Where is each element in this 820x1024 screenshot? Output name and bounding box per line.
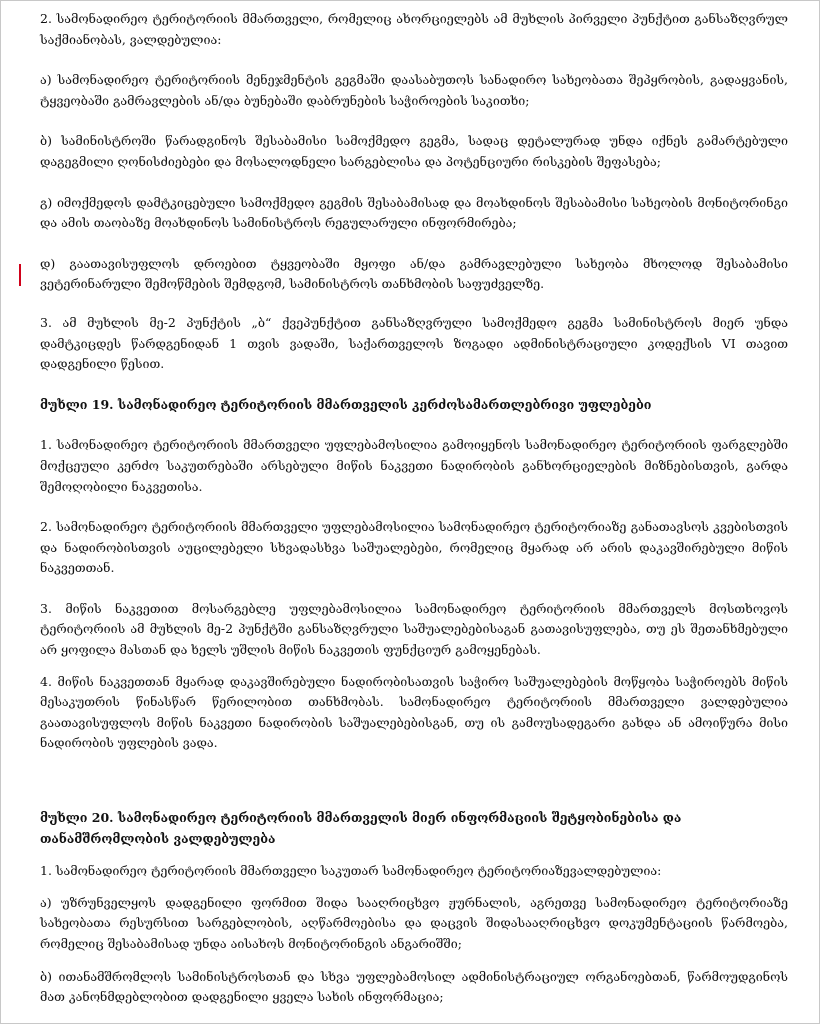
article-18-paragraph-2b: ბ) სამინისტროში წარადგინოს შესაბამისი სამოქმედო გეგმა, სადაც დეტალურად უნდა იქნეს გამარტებული დაგეგმილი ღონისძიებები და მოსალოდნელი სარგებლისა და პოტენციური რისკების შეფასება; (40, 133, 788, 169)
article-20-paragraph-1: 1. სამონადირეო ტერიტორიის მმართველი საკუთარ სამონადირეო ტერიტორიაზევალდებულია: (40, 863, 662, 879)
article-19-paragraph-2: 2. სამონადირეო ტერიტორიის მმართველი უფლებამოსილია სამონადირეო ტერიტორიაზე განათავსოს კვებისთვის და ნადირობისთვის აუცილებელი სხვადასხვა საშუალებები, რომელიც მყარად არ არის დაკავშირებული მიწის ნაკვეთთან. (40, 519, 788, 576)
article-18-paragraph-2: 2. სამონადირეო ტერიტორიის მმართველი, რომელიც ახორციელებს ამ მუხლის პირველი პუნქტით განსაზღვრულ საქმიანობას, ვალდებულია: (40, 11, 788, 47)
article-20-paragraph-1b: ბ) ითანამშრომლოს სამინისტროსთან და სხვა უფლებამოსილ ადმინისტრაციულ ორგანოებთან, წარმოუდგინოს მათ კანონმდებლობით დადგენილი ყველა სახის ინფორმაცია; (40, 968, 788, 1005)
article-18-paragraph-2a: ა) სამონადირეო ტერიტორიის მენეჯმენტის გეგმაში დაასაბუთოს სანადირო სახეობათა შეპყრობის, გადაყვანის, ტყვეობაში გამრავლების ან/და ბუნებაში დაბრუნების საჭიროების საკითხი; (40, 72, 788, 108)
article-19-heading: მუხლი 19. სამონადირეო ტერიტორიის მმართველის კერძოსამართლებრივი უფლებები (40, 396, 652, 412)
article-20-heading: მუხლი 20. სამონადირეო ტერიტორიის მმართველის მიერ ინფორმაციის შეტყობინებისა და თანამშრომლობის ვალდებულება (40, 810, 682, 846)
document-body (40, 9, 788, 1008)
article-18-paragraph-2d: დ) გაათავისუფლოს დროებით ტყვეობაში მყოფი ან/და გამრავლებული სახეობა მხოლოდ შესაბამისი ვეტერინარული შემოწმების შემდგომ, სამინისტროს თანხმობის საფუძველზე. (40, 255, 788, 292)
article-18-paragraph-2g: გ) იმოქმედოს დამტკიცებული სამოქმედო გეგმის შესაბამისად და მოახდინოს შესაბამისი სახეობის მონიტორინგი და ამის თაობაზე მოახდინოს სამინისტროს რეგულარული ინფორმირება; (40, 194, 788, 231)
article-18-paragraph-3: 3. ამ მუხლის მე-2 პუნქტის „ბ“ ქვეპუნქტით განსაზღვრული სამოქმედო გეგმა სამინისტროს მიერ უნდა დამტკიცდეს წარდგენიდან 1 თვის ვადაში, საქართველოს ზოგადი ადმინისტრაციული კოდექსის VI თავით დადგენილი წესით. (40, 314, 788, 372)
revision-change-bar (19, 264, 21, 286)
article-19-paragraph-3: 3. მიწის ნაკვეთით მოსარგებლე უფლებამოსილია სამონადირეო ტერიტორიის მმართველს მოსთხოვოს ტერიტორიის ამ მუხლის მე-2 პუნქტში განსაზღვრული საშუალებებისაგან გათავისუფლება, თუ ეს შეთანხმებული არ ყოფილა მასთან და ხელს უშლის მიწის ნაკვეთის ფუნქციურ გამოყენებას. (40, 600, 788, 658)
article-19-paragraph-4: 4. მიწის ნაკვეთთან მყარად დაკავშირებული ნადირობისათვის საჭირო საშუალებების მოწყობა საჭიროებს მიწის მესაკუთრის წინასწარ წერილობით თანხმობას. სამონადირეო ტერიტორიის მმართველი ვალდებულია გაათავისუფლოს მიწის ნაკვეთი ნადირობის საშუალებებისგან, თუ ის გამოუსადეგარი გახდა ან ამოიწურა მისი ნადირობის უფლების ვადა. (40, 673, 788, 751)
article-20-paragraph-1a: ა) უზრუნველყოს დადგენილი ფორმით შიდა სააღრიცხვო ჟურნალის, აგრეთვე სამონადირეო ტერიტორიაზე სახეობათა რესურსით სარგებლობის, აღწარმოებისა და დაცვის შიდასააღრიცხვო დოკუმენტაციის წარმოება, რომელიც შესაბამისად უნდა აისახოს მონიტორინგის ანგარიშში; (40, 894, 788, 951)
article-19-paragraph-1: 1. სამონადირეო ტერიტორიის მმართველი უფლებამოსილია გამოიყენოს სამონადირეო ტერიტორიის ფარგლებში მოქცეული კერძო საკუთრებაში არსებული მიწის ნაკვეთი ნადირობის განხორციელების მიზნებისთვის, გარდა შემოღობილი ნაკვეთისა. (40, 437, 788, 494)
